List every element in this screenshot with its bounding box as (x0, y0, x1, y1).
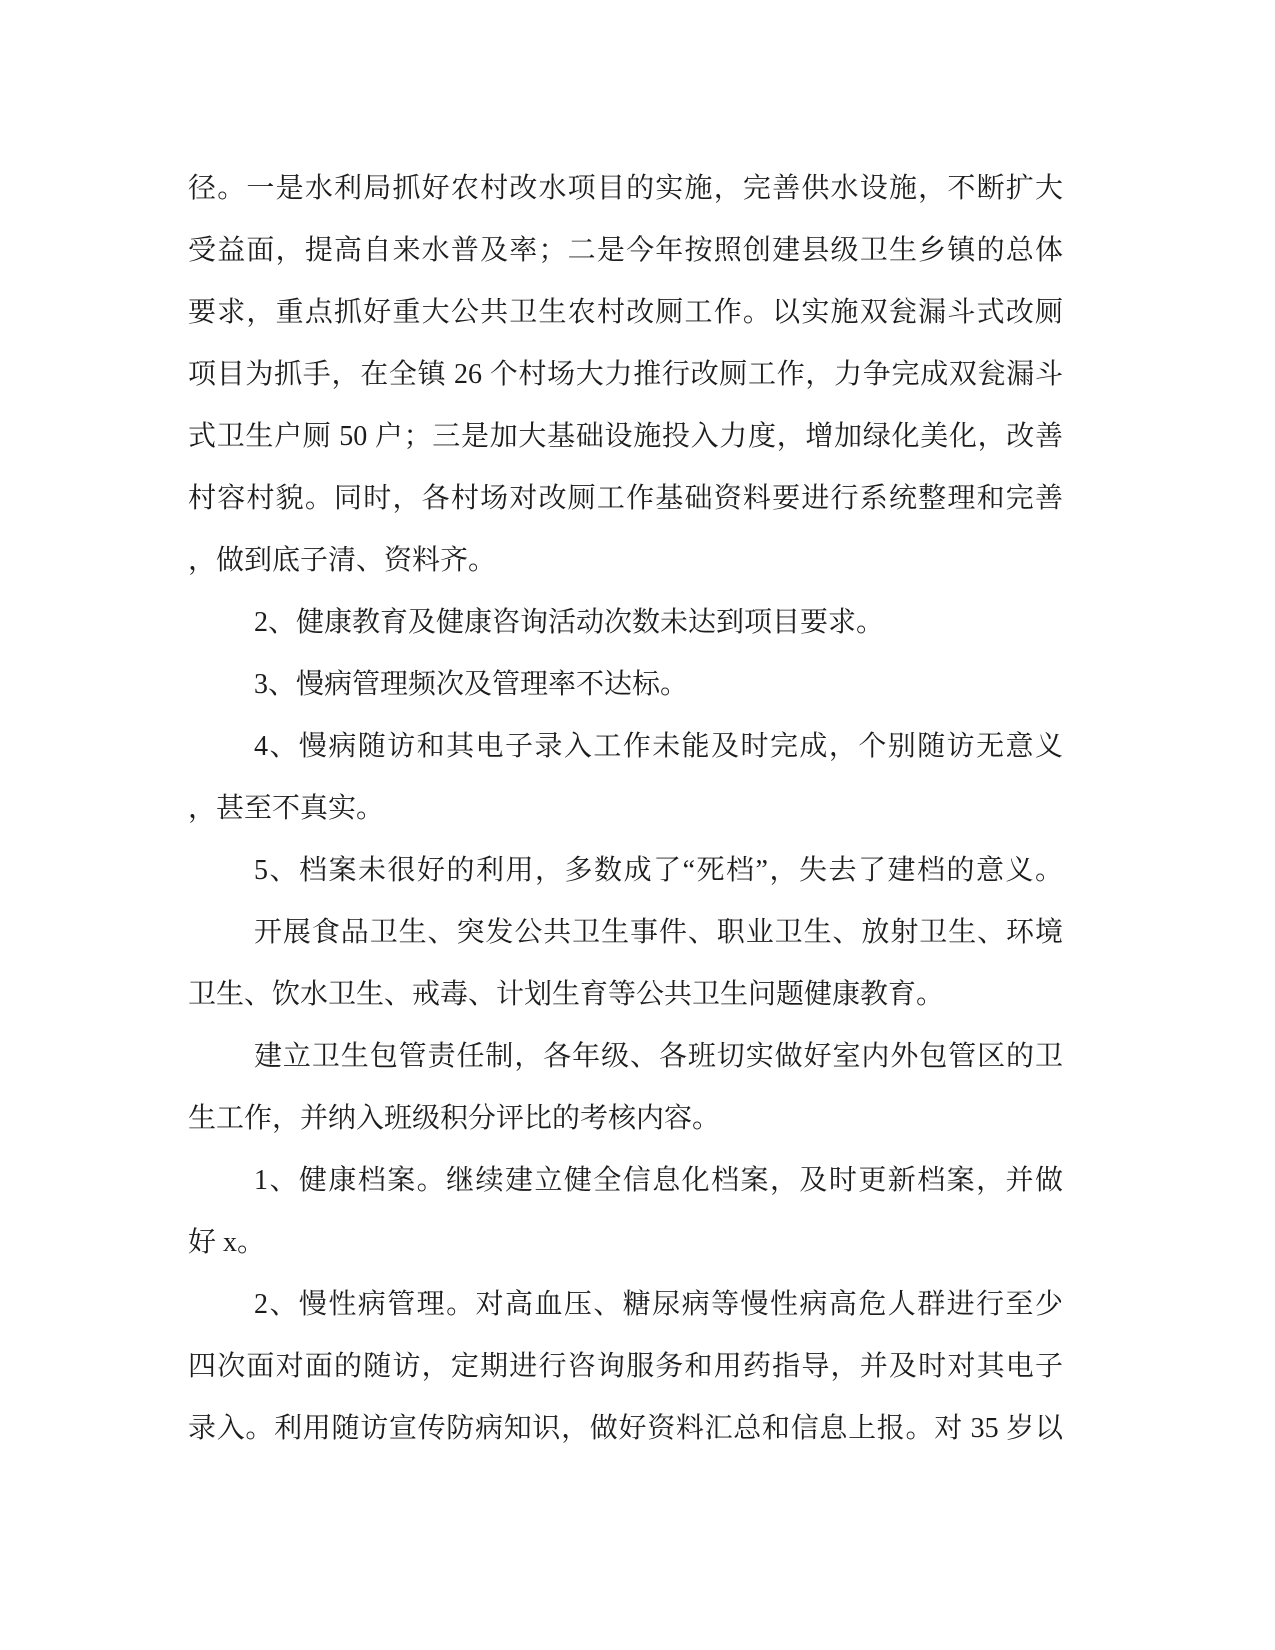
text-line: 建立卫生包管责任制，各年级、各班切实做好室内外包管区的卫 (254, 1041, 1063, 1072)
text-line: 2、慢性病管理。对高血压、糖尿病等慢性病高危人群进行至少 (254, 1289, 1063, 1320)
text-line: 四次面对面的随访，定期进行咨询服务和用药指导，并及时对其电子 (188, 1351, 1063, 1382)
text-line: ，做到底子清、资料齐。 (188, 545, 497, 576)
text-line: 2、健康教育及健康咨询活动次数未达到项目要求。 (254, 607, 885, 638)
text-line: 要求，重点抓好重大公共卫生农村改厕工作。以实施双瓮漏斗式改厕 (188, 297, 1063, 328)
text-line: 村容村貌。同时，各村场对改厕工作基础资料要进行系统整理和完善 (188, 483, 1063, 514)
text-line: 式卫生户厕 50 户；三是加大基础设施投入力度，增加绿化美化，改善 (188, 421, 1063, 452)
document-body (188, 158, 1063, 1460)
text-line: 好 x。 (188, 1227, 266, 1258)
text-line: 录入。利用随访宣传防病知识，做好资料汇总和信息上报。对 35 岁以 (188, 1413, 1063, 1444)
text-line: ，甚至不真实。 (188, 793, 385, 824)
text-line: 卫生、饮水卫生、戒毒、计划生育等公共卫生问题健康教育。 (188, 979, 945, 1010)
text-line: 受益面，提高自来水普及率；二是今年按照创建县级卫生乡镇的总体 (188, 235, 1063, 266)
text-line: 开展食品卫生、突发公共卫生事件、职业卫生、放射卫生、环境 (254, 917, 1063, 948)
text-line: 径。一是水利局抓好农村改水项目的实施，完善供水设施，不断扩大 (188, 173, 1063, 204)
text-line: 项目为抓手，在全镇 26 个村场大力推行改厕工作，力争完成双瓮漏斗 (188, 359, 1063, 390)
text-line: 生工作，并纳入班级积分评比的考核内容。 (188, 1103, 721, 1134)
text-line: 4、慢病随访和其电子录入工作未能及时完成，个别随访无意义 (254, 731, 1063, 762)
text-line: 1、健康档案。继续建立健全信息化档案，及时更新档案，并做 (254, 1165, 1063, 1196)
text-line: 5、档案未很好的利用，多数成了“死档”，失去了建档的意义。 (254, 855, 1063, 886)
text-line: 3、慢病管理频次及管理率不达标。 (254, 669, 689, 700)
